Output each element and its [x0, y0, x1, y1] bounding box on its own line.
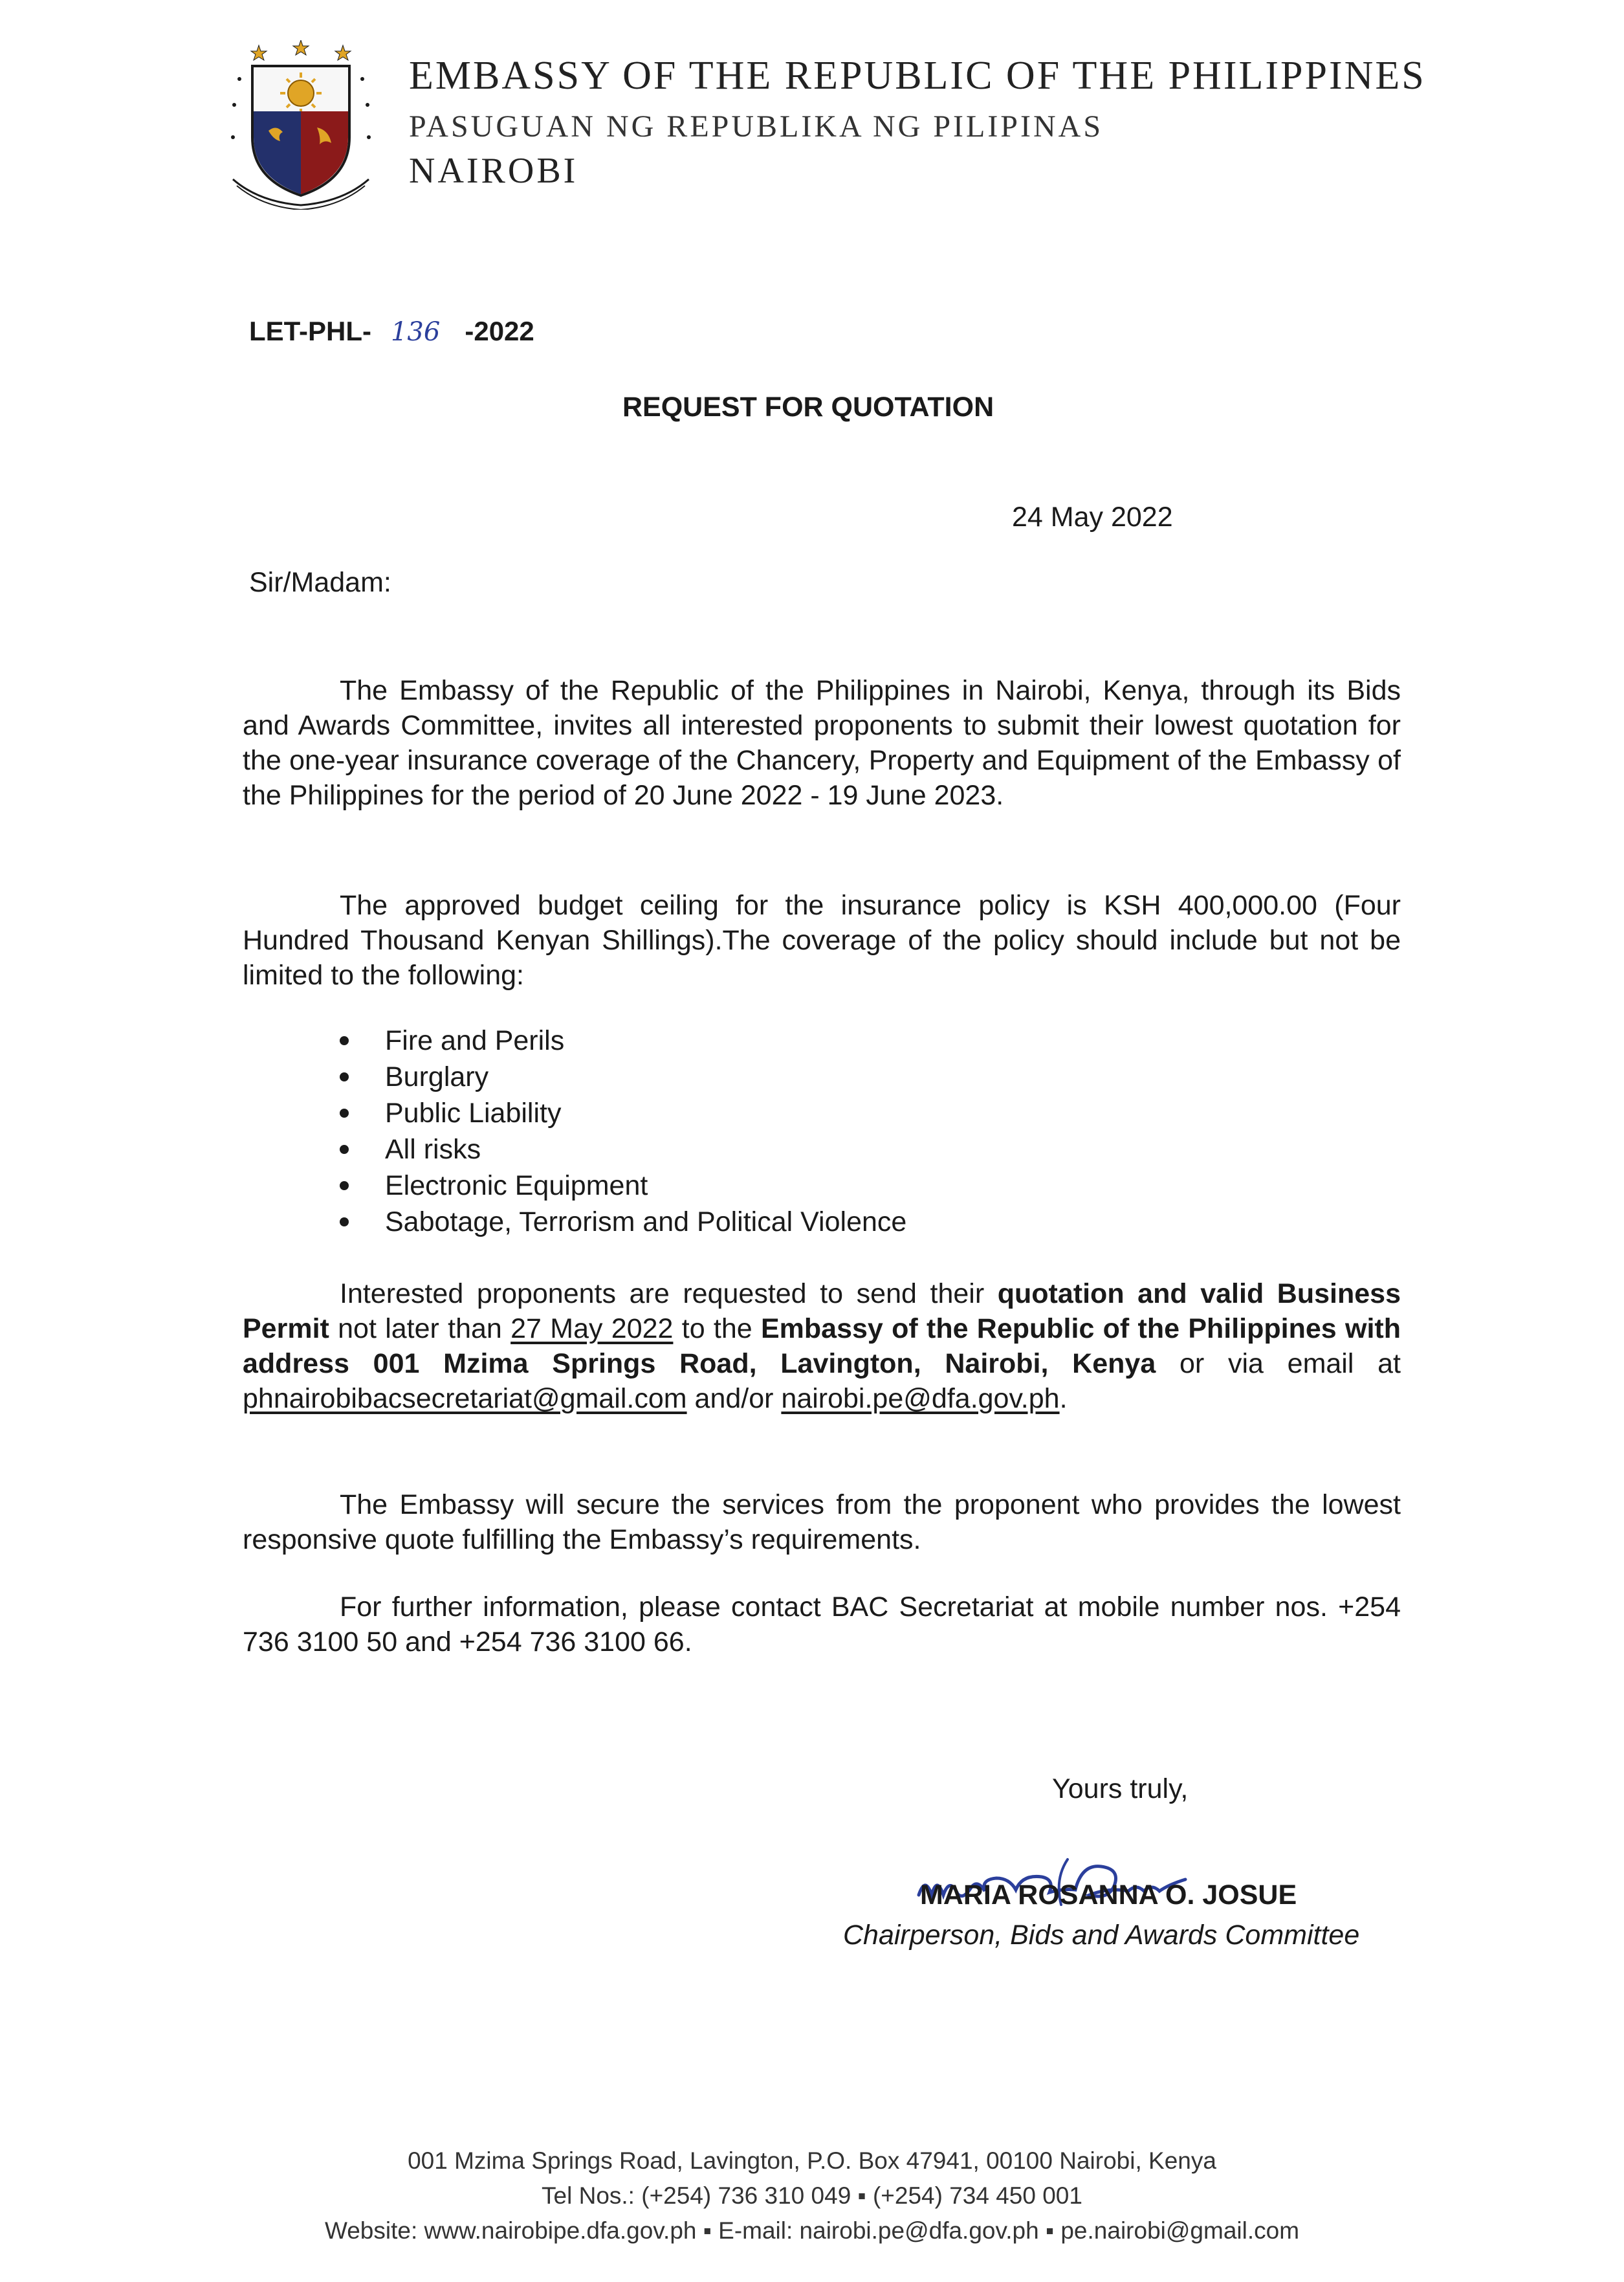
body-paragraph-award: The Embassy will secure the services from the proponent who provides the lowest responsive quote fulfilling the Embassy’s requirements.	[243, 1489, 1401, 1555]
submission-text: and/or	[686, 1383, 782, 1414]
footer-address: 001 Mzima Springs Road, Lavington, P.O. Box 47941, 00100 Nairobi, Kenya	[408, 2147, 1216, 2174]
bullet-icon	[340, 1072, 349, 1081]
coverage-list	[333, 1023, 906, 1240]
body-paragraph-submission	[243, 1276, 1401, 1416]
submission-deadline: 27 May 2022	[510, 1313, 674, 1344]
document-title: REQUEST FOR QUOTATION	[622, 392, 994, 423]
reference-number	[249, 316, 534, 347]
closing: Yours truly,	[1052, 1773, 1189, 1804]
email-link-embassy[interactable]: nairobi.pe@dfa.gov.ph	[781, 1383, 1060, 1414]
philippine-seal-icon	[220, 40, 382, 210]
coverage-item-label: Fire and Perils	[385, 1025, 565, 1056]
body-paragraph-budget: The approved budget ceiling for the insurance policy is KSH 400,000.00 (Four Hundred Thousand Kenyan Shillings).The coverage of the policy should include but not be limited to the following:	[243, 890, 1401, 991]
coverage-item-label: Public Liability	[385, 1098, 562, 1129]
coverage-item-label: Electronic Equipment	[385, 1170, 648, 1201]
coverage-item-label: Sabotage, Terrorism and Political Violence	[385, 1206, 907, 1237]
submission-text: to the	[673, 1313, 761, 1344]
reference-suffix: -2022	[465, 316, 534, 346]
submission-text: Interested proponents are requested to send their	[340, 1278, 998, 1309]
embassy-name-filipino: PASUGUAN NG REPUBLIKA NG PILIPINAS	[409, 109, 1104, 144]
signer-name: MARIA ROSANNA O. JOSUE	[920, 1879, 1297, 1911]
reference-handwritten-number: 136	[390, 317, 441, 347]
reference-prefix: LET-PHL-	[249, 316, 371, 346]
embassy-address: Embassy of the Republic of the Philippines with address 001 Mzima Springs Road, Lavington, Nairobi, Kenya	[243, 1313, 1401, 1379]
submission-requirements: quotation and valid Business Permit	[243, 1278, 1401, 1344]
embassy-name: EMBASSY OF THE REPUBLIC OF THE PHILIPPINES	[409, 54, 1426, 98]
list-item	[333, 1131, 906, 1168]
coverage-item-label: Burglary	[385, 1061, 489, 1092]
submission-text: .	[1059, 1383, 1068, 1414]
footer-web-email: Website: www.nairobipe.dfa.gov.ph ▪ E-mail: nairobi.pe@dfa.gov.ph ▪ pe.nairobi@gmail.com	[324, 2217, 1300, 2244]
list-item	[333, 1059, 906, 1095]
list-item	[333, 1204, 906, 1240]
letter-date: 24 May 2022	[1012, 502, 1173, 533]
salutation: Sir/Madam:	[249, 567, 391, 598]
coverage-item-label: All risks	[385, 1134, 481, 1165]
embassy-city: NAIROBI	[409, 151, 578, 191]
bullet-icon	[340, 1145, 349, 1154]
signer-title: Chairperson, Bids and Awards Committee	[843, 1920, 1360, 1951]
footer-phones: Tel Nos.: (+254) 736 310 049 ▪ (+254) 734 450 001	[542, 2182, 1082, 2209]
bullet-icon	[340, 1217, 349, 1226]
submission-text: or via email at	[1156, 1348, 1401, 1379]
list-item	[333, 1095, 906, 1131]
list-item	[333, 1023, 906, 1059]
bullet-icon	[340, 1109, 349, 1118]
body-paragraph-contact: For further information, please contact BAC Secretariat at mobile number nos. +254 736 3100 50 and +254 736 3100 66.	[243, 1591, 1401, 1657]
bullet-icon	[340, 1181, 349, 1190]
list-item	[333, 1168, 906, 1204]
bullet-icon	[340, 1036, 349, 1045]
email-link-bac[interactable]: phnairobibacsecretariat@gmail.com	[243, 1383, 687, 1414]
body-paragraph-invitation: The Embassy of the Republic of the Philippines in Nairobi, Kenya, through its Bids and Awards Committee, invites all interested proponents to submit their lowest quotation for the one-year insurance coverage of the Chancery, Property and Equipment of the Embassy of the Philippines for the period of 20 June 2022 - 19 June 2023.	[243, 675, 1401, 811]
submission-text: not later than	[329, 1313, 511, 1344]
